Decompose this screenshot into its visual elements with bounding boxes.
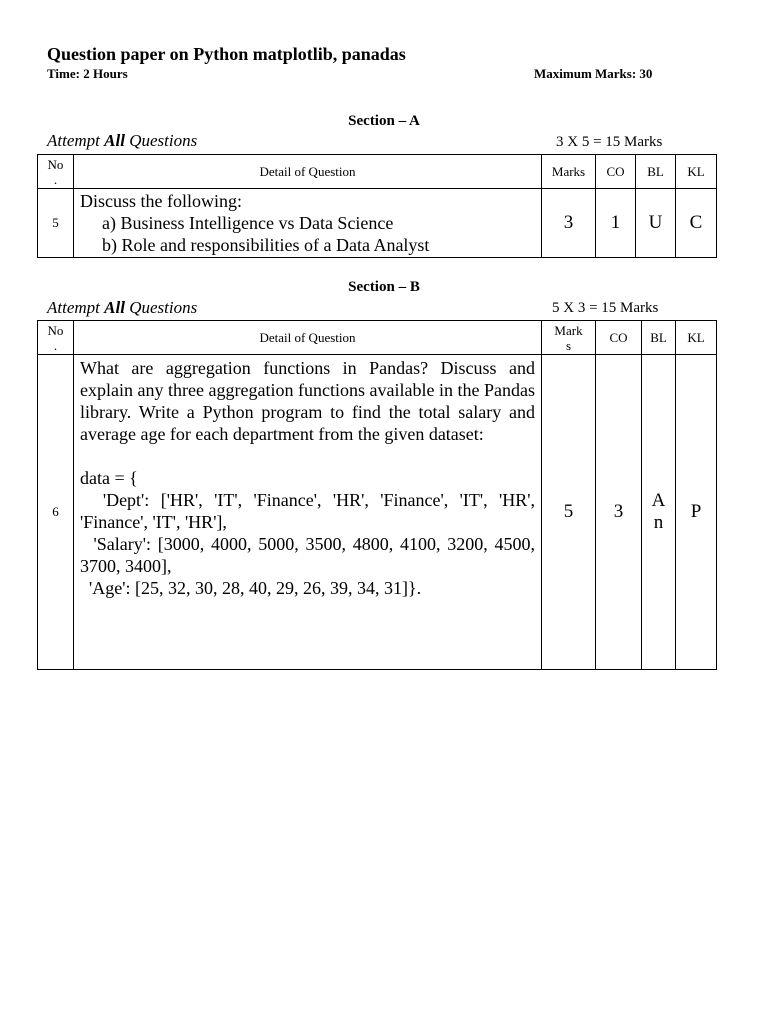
table-row bbox=[38, 355, 717, 670]
question-item-b: b) Role and responsibilities of a Data Analyst bbox=[102, 235, 430, 255]
attempt-prefix: Attempt bbox=[47, 298, 105, 317]
table-row bbox=[38, 189, 717, 258]
question-marks: 5 bbox=[542, 355, 596, 670]
question-kl: P bbox=[676, 355, 717, 670]
header-bl: BL bbox=[642, 321, 676, 355]
question-intro: Discuss the following: bbox=[80, 191, 242, 211]
exam-time: Time: 2 Hours bbox=[47, 66, 128, 81]
section-a-title: Section – A bbox=[348, 113, 420, 129]
question-no: 6 bbox=[38, 355, 74, 670]
question-detail bbox=[74, 355, 542, 670]
header-marks: Marks bbox=[542, 155, 596, 189]
attempt-prefix: Attempt bbox=[47, 131, 105, 150]
question-bl: A n bbox=[642, 355, 676, 670]
header-no: No . bbox=[38, 155, 74, 189]
question-no: 5 bbox=[38, 189, 74, 258]
section-b-instruction bbox=[47, 298, 197, 318]
question-kl: C bbox=[676, 189, 717, 258]
question-item-a: a) Business Intelligence vs Data Science bbox=[102, 213, 394, 233]
header-detail: Detail of Question bbox=[74, 155, 542, 189]
question-bl: U bbox=[636, 189, 676, 258]
code-line-4: 'Age': [25, 32, 30, 28, 40, 29, 26, 39, 34, 31]}. bbox=[80, 578, 422, 598]
section-b-marks: 5 X 3 = 15 Marks bbox=[552, 300, 659, 316]
code-line-1: data = { bbox=[80, 468, 138, 488]
header-no: No . bbox=[38, 321, 74, 355]
header-bl: BL bbox=[636, 155, 676, 189]
header-kl: KL bbox=[676, 321, 717, 355]
question-marks: 3 bbox=[542, 189, 596, 258]
attempt-suffix: Questions bbox=[124, 131, 198, 150]
header-co: CO bbox=[596, 321, 642, 355]
paper-title: Question paper on Python matplotlib, panadas bbox=[47, 44, 406, 64]
attempt-suffix: Questions bbox=[124, 298, 198, 317]
header-co: CO bbox=[596, 155, 636, 189]
table-header-row bbox=[38, 155, 717, 189]
section-b-title: Section – B bbox=[348, 279, 420, 295]
header-detail: Detail of Question bbox=[74, 321, 542, 355]
section-a-instruction bbox=[47, 131, 197, 151]
section-b-table bbox=[37, 320, 717, 670]
question-text: What are aggregation functions in Pandas? Discuss and explain any three aggregation functions available in the Pandas library. Write a Python program to find the total salary and average age for each department from the given dataset: bbox=[80, 358, 535, 444]
header-kl: KL bbox=[676, 155, 717, 189]
header-marks: Mark s bbox=[542, 321, 596, 355]
code-line-3: 'Salary': [3000, 4000, 5000, 3500, 4800, 4100, 3200, 4500, 3700, 3400], bbox=[80, 534, 540, 576]
table-header-row bbox=[38, 321, 717, 355]
attempt-bold: All bbox=[104, 298, 125, 317]
code-line-2: 'Dept': ['HR', 'IT', 'Finance', 'HR', 'Finance', 'IT', 'HR', 'Finance', 'IT', 'HR'], bbox=[80, 490, 540, 532]
section-a-table bbox=[37, 154, 717, 258]
max-marks: Maximum Marks: 30 bbox=[534, 66, 653, 81]
question-co: 3 bbox=[596, 355, 642, 670]
attempt-bold: All bbox=[104, 131, 125, 150]
question-co: 1 bbox=[596, 189, 636, 258]
question-detail bbox=[74, 189, 542, 258]
section-a-marks: 3 X 5 = 15 Marks bbox=[556, 134, 663, 150]
